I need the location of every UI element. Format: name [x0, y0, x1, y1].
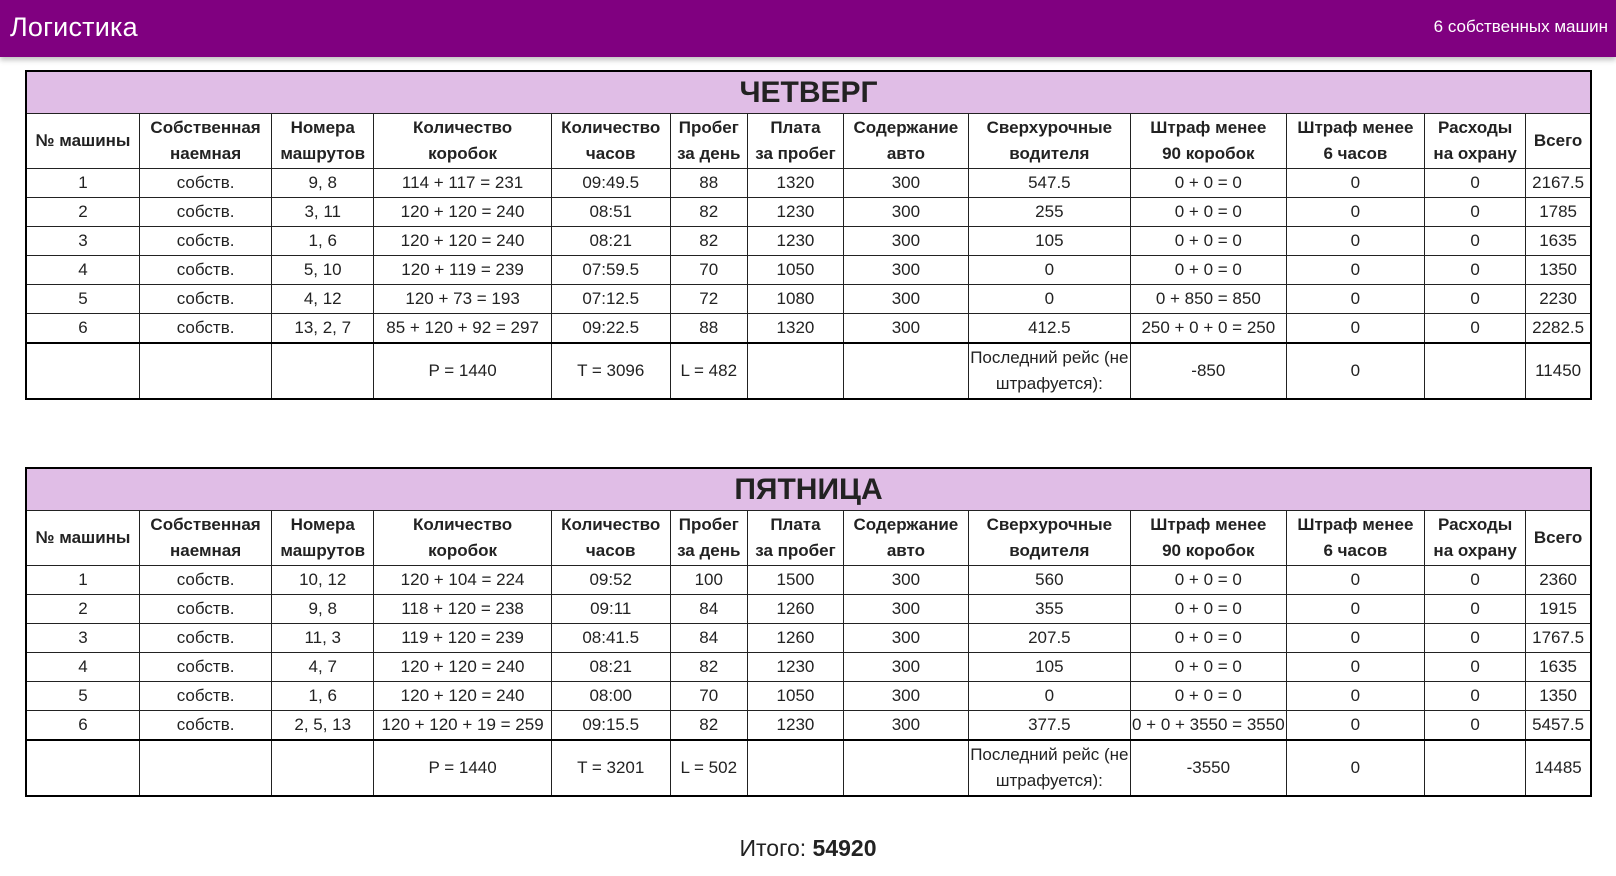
- column-header-mileage: [670, 511, 747, 566]
- column-header-car-upkeep: [843, 114, 968, 169]
- column-header-line: Номера: [290, 515, 355, 534]
- day-title-row: [26, 468, 1591, 511]
- cell-route-numbers: 11, 3: [272, 624, 374, 653]
- cell-mileage: 70: [670, 682, 747, 711]
- cell-car-number: 5: [26, 285, 140, 314]
- cell-mileage-pay: 1500: [747, 566, 843, 595]
- column-header-mileage: [670, 114, 747, 169]
- column-header-route-numbers: [272, 114, 374, 169]
- cell-hours: 09:22.5: [551, 314, 670, 344]
- cell-driver-overtime: 0: [968, 256, 1130, 285]
- cell-mileage-pay: 1230: [747, 198, 843, 227]
- cell-hours: 08:21: [551, 653, 670, 682]
- cell-security-costs: 0: [1425, 682, 1526, 711]
- column-header-line: Содержание: [853, 515, 959, 534]
- cell-fine-boxes: 250 + 0 + 0 = 250: [1130, 314, 1286, 344]
- cell-car-number: 5: [26, 682, 140, 711]
- column-header-line: Сверхурочные: [986, 515, 1113, 534]
- grand-total-value: 54920: [812, 835, 877, 861]
- column-header-total: [1526, 511, 1591, 566]
- summary-box-count: P = 1440: [374, 740, 552, 796]
- table-row: [26, 711, 1591, 741]
- summary-route-numbers: [272, 740, 374, 796]
- cell-hours: 09:15.5: [551, 711, 670, 741]
- table-row: [26, 169, 1591, 198]
- cell-mileage: 84: [670, 624, 747, 653]
- thursday-panel: [25, 70, 1592, 400]
- column-header-line: за пробег: [755, 541, 836, 560]
- cell-mileage-pay: 1230: [747, 711, 843, 741]
- table-row: [26, 595, 1591, 624]
- cell-mileage-pay: 1260: [747, 595, 843, 624]
- cell-ownership: собств.: [140, 314, 272, 344]
- cell-fine-hours: 0: [1286, 227, 1424, 256]
- cell-ownership: собств.: [140, 682, 272, 711]
- cell-total: 1635: [1526, 227, 1591, 256]
- cell-car-upkeep: 300: [843, 314, 968, 344]
- cell-fine-hours: 0: [1286, 595, 1424, 624]
- column-header-line: Собственная: [150, 118, 261, 137]
- cell-driver-overtime: 377.5: [968, 711, 1130, 741]
- cell-mileage-pay: 1320: [747, 314, 843, 344]
- cell-total: 2167.5: [1526, 169, 1591, 198]
- column-header-line: наемная: [170, 541, 242, 560]
- cell-route-numbers: 9, 8: [272, 169, 374, 198]
- cell-route-numbers: 3, 11: [272, 198, 374, 227]
- cell-car-upkeep: 300: [843, 198, 968, 227]
- cell-total: 1350: [1526, 682, 1591, 711]
- column-header-hours: [551, 114, 670, 169]
- column-header-line: 6 часов: [1323, 541, 1388, 560]
- cell-driver-overtime: 105: [968, 653, 1130, 682]
- cell-fine-boxes: 0 + 0 = 0: [1130, 653, 1286, 682]
- cell-car-upkeep: 300: [843, 227, 968, 256]
- cell-box-count: 120 + 104 = 224: [374, 566, 552, 595]
- summary-ownership: [140, 343, 272, 399]
- cell-mileage: 88: [670, 314, 747, 344]
- summary-security-costs: [1425, 740, 1526, 796]
- summary-security-costs: [1425, 343, 1526, 399]
- cell-fine-boxes: 0 + 0 + 3550 = 3550: [1130, 711, 1286, 741]
- column-header-line: водителя: [1009, 541, 1090, 560]
- column-header-line: Штраф менее: [1297, 515, 1414, 534]
- cell-car-upkeep: 300: [843, 653, 968, 682]
- summary-car-number: [26, 343, 140, 399]
- cell-driver-overtime: 105: [968, 227, 1130, 256]
- summary-route-numbers: [272, 343, 374, 399]
- column-header-line: на охрану: [1433, 541, 1517, 560]
- cell-security-costs: 0: [1425, 314, 1526, 344]
- column-header-line: Количество: [561, 515, 661, 534]
- cell-car-number: 6: [26, 314, 140, 344]
- cell-fine-boxes: 0 + 0 = 0: [1130, 682, 1286, 711]
- cell-car-upkeep: 300: [843, 285, 968, 314]
- cell-total: 5457.5: [1526, 711, 1591, 741]
- cell-mileage-pay: 1050: [747, 682, 843, 711]
- column-header-line: наемная: [170, 144, 242, 163]
- cell-driver-overtime: 0: [968, 285, 1130, 314]
- cell-mileage: 70: [670, 256, 747, 285]
- cell-route-numbers: 4, 7: [272, 653, 374, 682]
- cell-box-count: 120 + 120 = 240: [374, 227, 552, 256]
- summary-driver-overtime: Последний рейс (не штрафуется):: [968, 343, 1130, 399]
- cell-mileage-pay: 1260: [747, 624, 843, 653]
- grand-total: [0, 835, 1616, 862]
- cell-hours: 08:21: [551, 227, 670, 256]
- cell-ownership: собств.: [140, 595, 272, 624]
- app-title: Логистика: [10, 12, 138, 42]
- cell-car-upkeep: 300: [843, 169, 968, 198]
- cell-mileage-pay: 1230: [747, 653, 843, 682]
- cell-car-number: 1: [26, 566, 140, 595]
- column-header-line: Штраф менее: [1297, 118, 1414, 137]
- cell-hours: 07:59.5: [551, 256, 670, 285]
- column-header-line: Содержание: [853, 118, 959, 137]
- column-header-ownership: [140, 114, 272, 169]
- column-header-car-upkeep: [843, 511, 968, 566]
- cell-ownership: собств.: [140, 711, 272, 741]
- cell-route-numbers: 10, 12: [272, 566, 374, 595]
- cell-total: 1350: [1526, 256, 1591, 285]
- column-header-line: Плата: [770, 118, 821, 137]
- column-header-line: Расходы: [1437, 515, 1513, 534]
- cell-ownership: собств.: [140, 653, 272, 682]
- cell-route-numbers: 5, 10: [272, 256, 374, 285]
- cell-security-costs: 0: [1425, 653, 1526, 682]
- cell-box-count: 120 + 120 = 240: [374, 682, 552, 711]
- cell-security-costs: 0: [1425, 227, 1526, 256]
- table-row: [26, 198, 1591, 227]
- column-header-line: Сверхурочные: [986, 118, 1113, 137]
- cell-fine-boxes: 0 + 0 = 0: [1130, 169, 1286, 198]
- column-header-line: за пробег: [755, 144, 836, 163]
- table-row: [26, 653, 1591, 682]
- column-header-line: за день: [677, 144, 741, 163]
- cell-box-count: 120 + 120 = 240: [374, 198, 552, 227]
- column-header-line: Расходы: [1437, 118, 1513, 137]
- cell-fine-hours: 0: [1286, 566, 1424, 595]
- column-header-line: Количество: [561, 118, 661, 137]
- column-header-line: часов: [585, 541, 636, 560]
- cell-car-upkeep: 300: [843, 566, 968, 595]
- summary-row: [26, 343, 1591, 399]
- cell-fine-hours: 0: [1286, 711, 1424, 741]
- cell-security-costs: 0: [1425, 624, 1526, 653]
- cell-security-costs: 0: [1425, 256, 1526, 285]
- summary-total: 14485: [1526, 740, 1591, 796]
- cell-total: 2230: [1526, 285, 1591, 314]
- cell-driver-overtime: 547.5: [968, 169, 1130, 198]
- cell-car-number: 2: [26, 198, 140, 227]
- cell-mileage: 82: [670, 653, 747, 682]
- cell-driver-overtime: 255: [968, 198, 1130, 227]
- cell-route-numbers: 9, 8: [272, 595, 374, 624]
- summary-car-upkeep: [843, 343, 968, 399]
- cell-mileage: 88: [670, 169, 747, 198]
- column-header-box-count: [374, 114, 552, 169]
- cell-car-upkeep: 300: [843, 256, 968, 285]
- column-header-line: машрутов: [280, 144, 366, 163]
- summary-ownership: [140, 740, 272, 796]
- cell-total: 2360: [1526, 566, 1591, 595]
- cell-route-numbers: 13, 2, 7: [272, 314, 374, 344]
- column-header-line: машрутов: [280, 541, 366, 560]
- column-header-row: [26, 114, 1591, 169]
- cell-box-count: 120 + 120 = 240: [374, 653, 552, 682]
- table-row: [26, 256, 1591, 285]
- summary-car-upkeep: [843, 740, 968, 796]
- column-header-line: Штраф менее: [1150, 515, 1267, 534]
- cell-mileage-pay: 1230: [747, 227, 843, 256]
- column-header-mileage-pay: [747, 511, 843, 566]
- column-header-line: 6 часов: [1323, 144, 1388, 163]
- cell-car-number: 6: [26, 711, 140, 741]
- cell-driver-overtime: 412.5: [968, 314, 1130, 344]
- cell-mileage: 82: [670, 711, 747, 741]
- column-header-row: [26, 511, 1591, 566]
- cell-ownership: собств.: [140, 624, 272, 653]
- cell-security-costs: 0: [1425, 711, 1526, 741]
- cell-car-upkeep: 300: [843, 711, 968, 741]
- column-header-line: Всего: [1533, 528, 1583, 547]
- column-header-security-costs: [1425, 511, 1526, 566]
- summary-total: 11450: [1526, 343, 1591, 399]
- cell-fine-boxes: 0 + 0 = 0: [1130, 198, 1286, 227]
- cell-box-count: 120 + 119 = 239: [374, 256, 552, 285]
- column-header-line: 90 коробок: [1162, 144, 1255, 163]
- cell-box-count: 85 + 120 + 92 = 297: [374, 314, 552, 344]
- cell-total: 1635: [1526, 653, 1591, 682]
- summary-row: [26, 740, 1591, 796]
- column-header-security-costs: [1425, 114, 1526, 169]
- cell-mileage: 82: [670, 198, 747, 227]
- cell-mileage: 100: [670, 566, 747, 595]
- friday-panel: [25, 467, 1592, 797]
- column-header-line: Плата: [770, 515, 821, 534]
- cell-car-number: 2: [26, 595, 140, 624]
- cell-car-upkeep: 300: [843, 682, 968, 711]
- column-header-line: за день: [677, 541, 741, 560]
- cell-security-costs: 0: [1425, 595, 1526, 624]
- cell-fine-hours: 0: [1286, 314, 1424, 344]
- cell-fine-boxes: 0 + 0 = 0: [1130, 227, 1286, 256]
- cell-security-costs: 0: [1425, 198, 1526, 227]
- column-header-mileage-pay: [747, 114, 843, 169]
- day-title: ЧЕТВЕРГ: [26, 71, 1591, 114]
- friday-table: [25, 467, 1592, 797]
- app-bar: [0, 0, 1616, 57]
- cell-ownership: собств.: [140, 227, 272, 256]
- cell-ownership: собств.: [140, 198, 272, 227]
- column-header-line: коробок: [428, 144, 498, 163]
- column-header-line: на охрану: [1433, 144, 1517, 163]
- column-header-car-number: [26, 114, 140, 169]
- column-header-line: 90 коробок: [1162, 541, 1255, 560]
- cell-ownership: собств.: [140, 566, 272, 595]
- summary-fine-hours: 0: [1286, 343, 1424, 399]
- cell-route-numbers: 2, 5, 13: [272, 711, 374, 741]
- column-header-driver-overtime: [968, 511, 1130, 566]
- cell-hours: 09:11: [551, 595, 670, 624]
- column-header-route-numbers: [272, 511, 374, 566]
- cell-box-count: 118 + 120 = 238: [374, 595, 552, 624]
- column-header-line: № машины: [35, 131, 131, 150]
- column-header-line: водителя: [1009, 144, 1090, 163]
- column-header-line: часов: [585, 144, 636, 163]
- column-header-fine-boxes: [1130, 511, 1286, 566]
- thursday-table: [25, 70, 1592, 400]
- cell-box-count: 120 + 120 + 19 = 259: [374, 711, 552, 741]
- grand-total-label: Итого:: [739, 835, 807, 861]
- cell-hours: 08:41.5: [551, 624, 670, 653]
- cell-hours: 08:51: [551, 198, 670, 227]
- column-header-driver-overtime: [968, 114, 1130, 169]
- cell-fine-hours: 0: [1286, 624, 1424, 653]
- cell-car-number: 3: [26, 227, 140, 256]
- cell-total: 1785: [1526, 198, 1591, 227]
- summary-driver-overtime: Последний рейс (не штрафуется):: [968, 740, 1130, 796]
- cell-fine-hours: 0: [1286, 169, 1424, 198]
- column-header-fine-hours: [1286, 511, 1424, 566]
- vehicle-count-label: 6 собственных машин: [1433, 17, 1608, 36]
- column-header-box-count: [374, 511, 552, 566]
- column-header-fine-boxes: [1130, 114, 1286, 169]
- column-header-line: Всего: [1533, 131, 1583, 150]
- cell-fine-hours: 0: [1286, 285, 1424, 314]
- table-row: [26, 566, 1591, 595]
- cell-hours: 08:00: [551, 682, 670, 711]
- day-title: ПЯТНИЦА: [26, 468, 1591, 511]
- cell-fine-hours: 0: [1286, 653, 1424, 682]
- summary-mileage-pay: [747, 740, 843, 796]
- cell-mileage-pay: 1320: [747, 169, 843, 198]
- column-header-line: Пробег: [678, 118, 739, 137]
- cell-hours: 07:12.5: [551, 285, 670, 314]
- cell-fine-boxes: 0 + 0 = 0: [1130, 624, 1286, 653]
- cell-ownership: собств.: [140, 169, 272, 198]
- summary-mileage: L = 482: [670, 343, 747, 399]
- column-header-line: Пробег: [678, 515, 739, 534]
- cell-fine-boxes: 0 + 0 = 0: [1130, 595, 1286, 624]
- summary-hours: T = 3096: [551, 343, 670, 399]
- cell-security-costs: 0: [1425, 169, 1526, 198]
- column-header-line: авто: [886, 541, 925, 560]
- column-header-line: Штраф менее: [1150, 118, 1267, 137]
- cell-fine-hours: 0: [1286, 682, 1424, 711]
- table-row: [26, 285, 1591, 314]
- cell-car-number: 4: [26, 256, 140, 285]
- cell-security-costs: 0: [1425, 566, 1526, 595]
- table-row: [26, 314, 1591, 344]
- column-header-line: коробок: [428, 541, 498, 560]
- summary-fine-hours: 0: [1286, 740, 1424, 796]
- cell-security-costs: 0: [1425, 285, 1526, 314]
- column-header-ownership: [140, 511, 272, 566]
- cell-car-upkeep: 300: [843, 624, 968, 653]
- cell-ownership: собств.: [140, 285, 272, 314]
- cell-total: 2282.5: [1526, 314, 1591, 344]
- cell-mileage: 82: [670, 227, 747, 256]
- cell-driver-overtime: 560: [968, 566, 1130, 595]
- cell-ownership: собств.: [140, 256, 272, 285]
- cell-driver-overtime: 355: [968, 595, 1130, 624]
- cell-total: 1915: [1526, 595, 1591, 624]
- column-header-line: Номера: [290, 118, 355, 137]
- cell-fine-boxes: 0 + 0 = 0: [1130, 256, 1286, 285]
- table-row: [26, 682, 1591, 711]
- column-header-line: Количество: [413, 515, 513, 534]
- cell-box-count: 120 + 73 = 193: [374, 285, 552, 314]
- cell-fine-boxes: 0 + 850 = 850: [1130, 285, 1286, 314]
- cell-mileage-pay: 1080: [747, 285, 843, 314]
- cell-car-number: 4: [26, 653, 140, 682]
- cell-box-count: 114 + 117 = 231: [374, 169, 552, 198]
- cell-driver-overtime: 207.5: [968, 624, 1130, 653]
- summary-mileage: L = 502: [670, 740, 747, 796]
- column-header-car-number: [26, 511, 140, 566]
- table-row: [26, 624, 1591, 653]
- cell-route-numbers: 1, 6: [272, 227, 374, 256]
- cell-total: 1767.5: [1526, 624, 1591, 653]
- summary-mileage-pay: [747, 343, 843, 399]
- cell-fine-hours: 0: [1286, 198, 1424, 227]
- cell-box-count: 119 + 120 = 239: [374, 624, 552, 653]
- column-header-hours: [551, 511, 670, 566]
- summary-fine-boxes: -850: [1130, 343, 1286, 399]
- cell-car-number: 1: [26, 169, 140, 198]
- day-title-row: [26, 71, 1591, 114]
- cell-hours: 09:52: [551, 566, 670, 595]
- cell-route-numbers: 4, 12: [272, 285, 374, 314]
- summary-hours: T = 3201: [551, 740, 670, 796]
- summary-box-count: P = 1440: [374, 343, 552, 399]
- column-header-fine-hours: [1286, 114, 1424, 169]
- column-header-line: авто: [886, 144, 925, 163]
- cell-fine-boxes: 0 + 0 = 0: [1130, 566, 1286, 595]
- column-header-total: [1526, 114, 1591, 169]
- cell-mileage: 84: [670, 595, 747, 624]
- cell-hours: 09:49.5: [551, 169, 670, 198]
- cell-route-numbers: 1, 6: [272, 682, 374, 711]
- column-header-line: Собственная: [150, 515, 261, 534]
- column-header-line: Количество: [413, 118, 513, 137]
- summary-fine-boxes: -3550: [1130, 740, 1286, 796]
- cell-car-number: 3: [26, 624, 140, 653]
- cell-car-upkeep: 300: [843, 595, 968, 624]
- cell-driver-overtime: 0: [968, 682, 1130, 711]
- column-header-line: № машины: [35, 528, 131, 547]
- cell-mileage: 72: [670, 285, 747, 314]
- cell-mileage-pay: 1050: [747, 256, 843, 285]
- cell-fine-hours: 0: [1286, 256, 1424, 285]
- table-row: [26, 227, 1591, 256]
- summary-car-number: [26, 740, 140, 796]
